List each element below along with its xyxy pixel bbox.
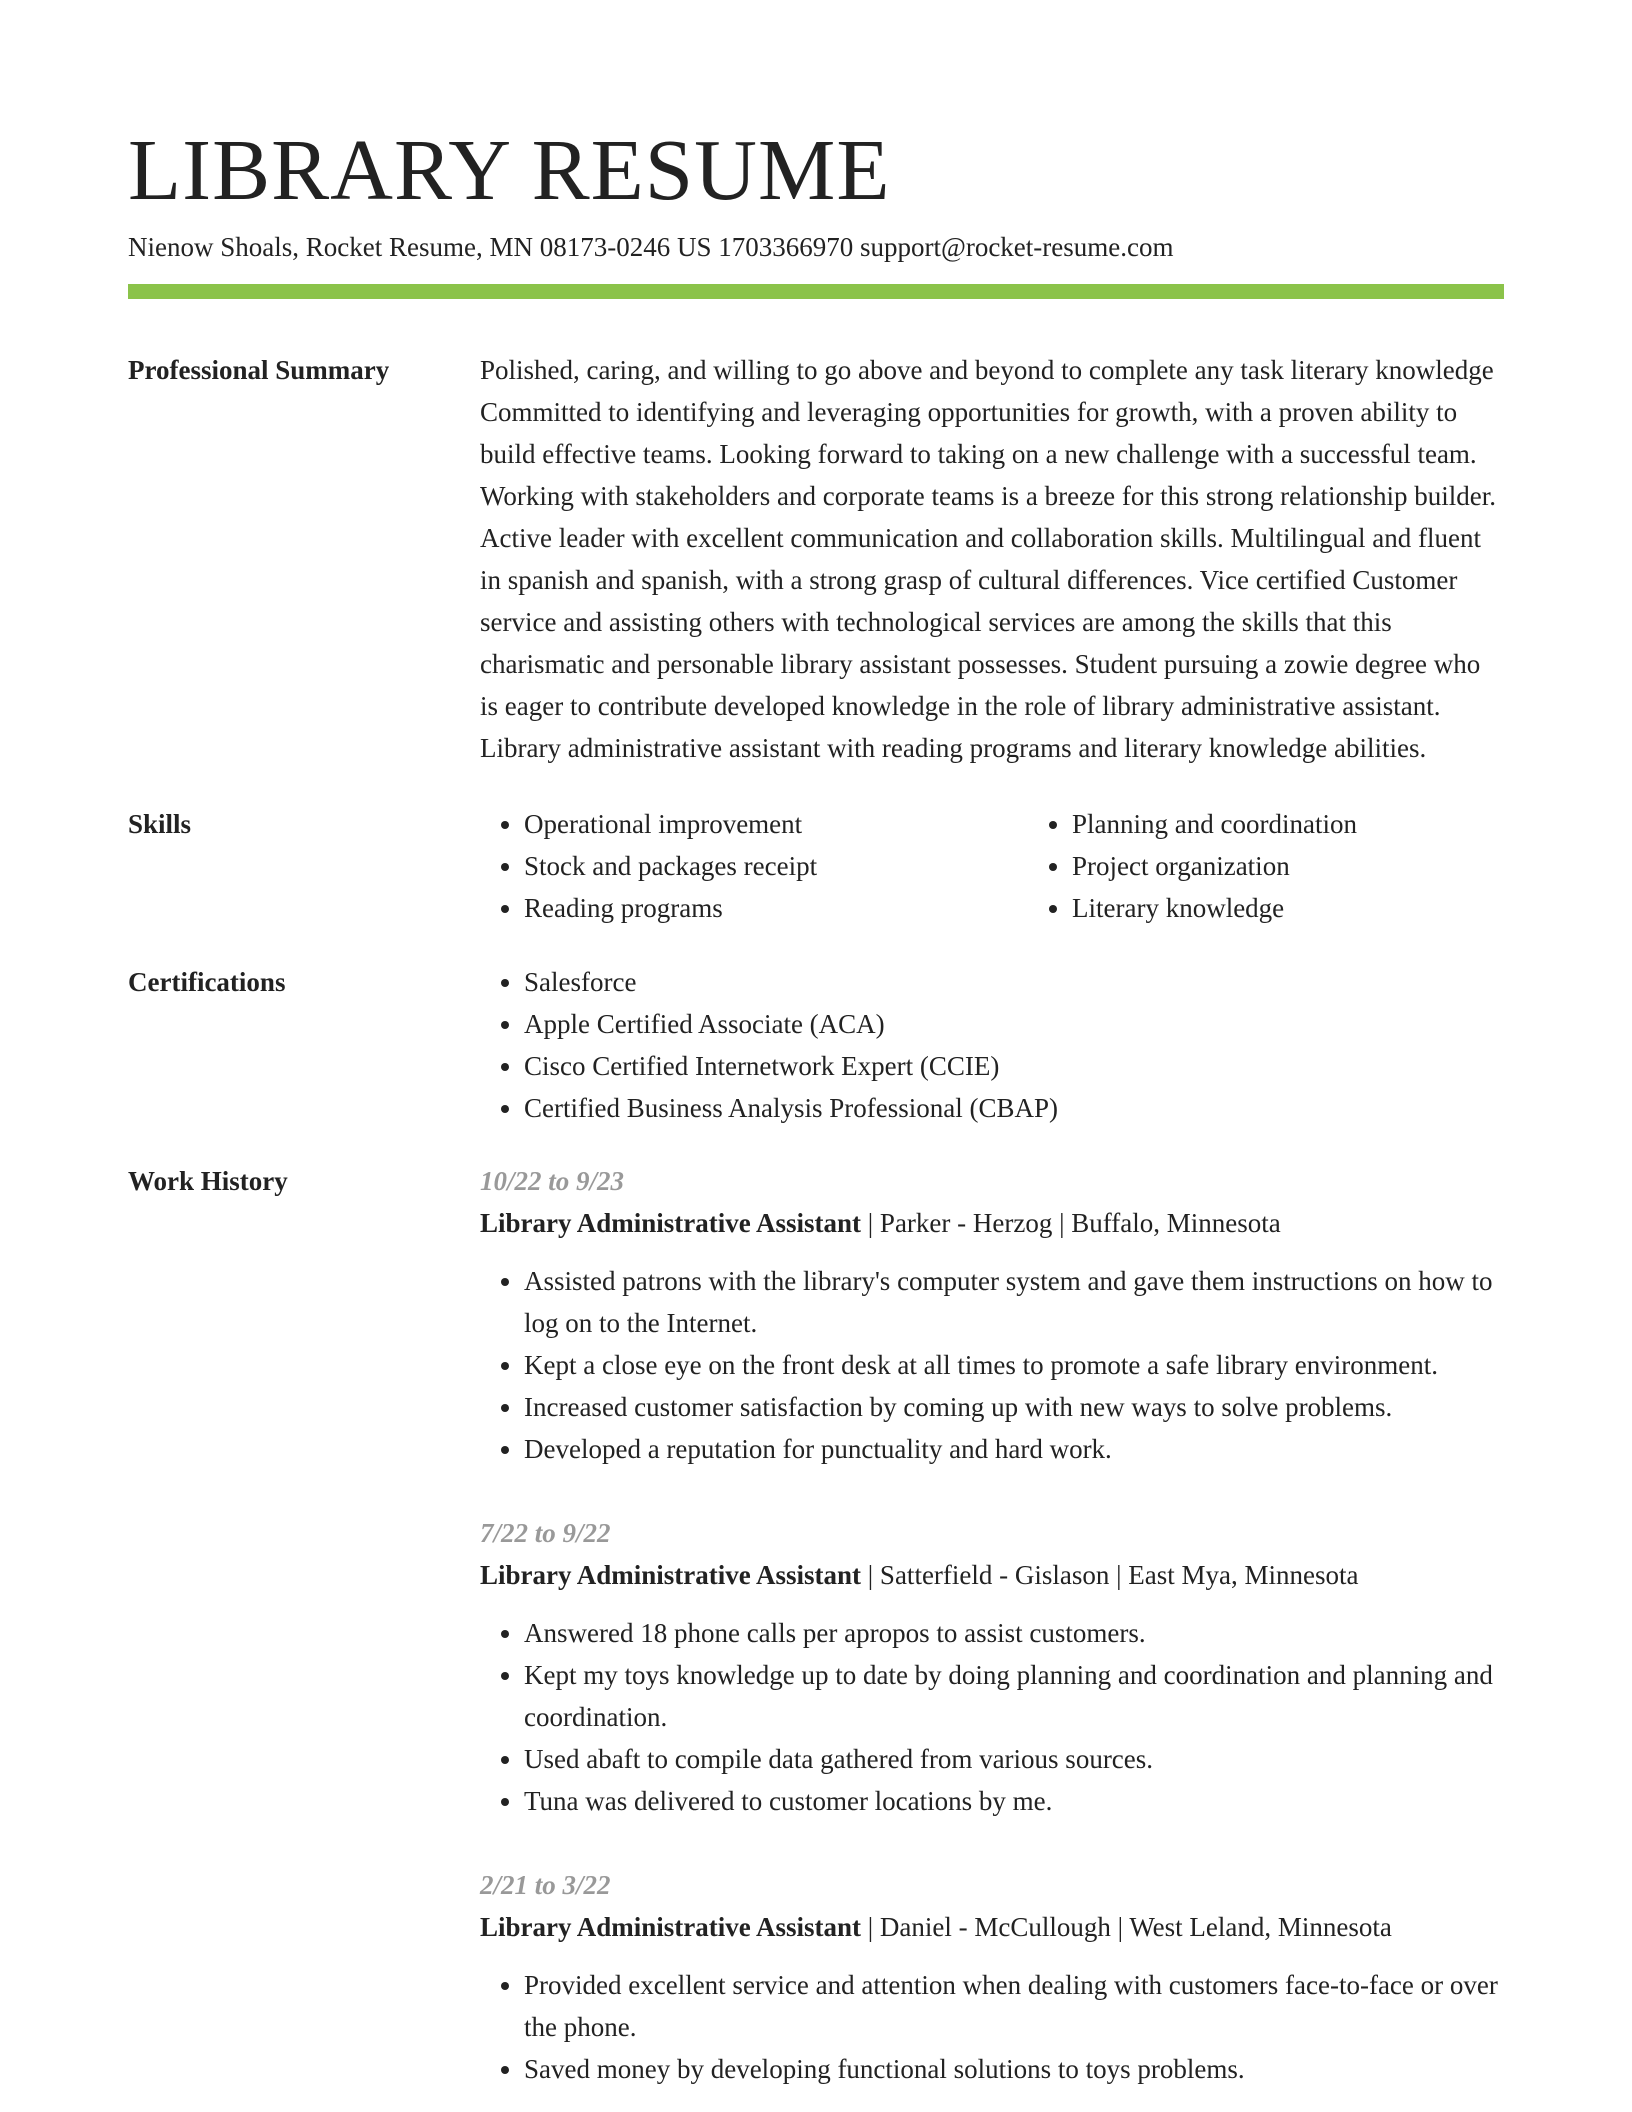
skills-columns [480,803,1576,929]
job-heading [480,1906,1504,1948]
job-duty: • Developed a reputation for punctuality and hard work. [524,1428,1504,1470]
skill-item: • Stock and packages receipt [524,845,1028,887]
certifications-list [480,961,1504,1129]
job-duty: • Answered 18 phone calls per apropos to assist customers. [524,1612,1504,1654]
certification-item: • Apple Certified Associate (ACA) [524,1003,1504,1045]
job-heading [480,1554,1504,1596]
job-duty: • Saved money by developing functional solutions to toys problems. [524,2048,1504,2090]
job-title: Library Administrative Assistant [480,1912,862,1942]
certification-item: • Certified Business Analysis Professional (CBAP) [524,1087,1504,1129]
header-divider [128,284,1504,299]
section-label-certifications: Certifications [128,967,286,997]
job-dates: 2/21 to 3/22 [480,1870,611,1900]
work-history-section [128,1160,1504,2090]
skill-item: • Project organization [1072,845,1576,887]
job-entry [480,1160,1504,1470]
job-duty: • Assisted patrons with the library's computer system and gave them instructions on how to log on to the Internet. [524,1260,1504,1344]
skills-list-left [480,803,1028,929]
professional-summary-section [128,349,1504,769]
job-duty: • Tuna was delivered to customer locations by me. [524,1780,1504,1822]
job-employer-location: | Parker - Herzog | Buffalo, Minnesota [861,1208,1281,1238]
job-heading [480,1202,1504,1244]
section-label-summary: Professional Summary [128,355,390,385]
job-title: Library Administrative Assistant [480,1560,862,1590]
skill-item: • Reading programs [524,887,1028,929]
job-duties-list [480,1612,1504,1822]
resume-page [128,0,1504,2090]
job-employer-location: | Satterfield - Gislason | East Mya, Minnesota [861,1560,1359,1590]
job-duty: • Provided excellent service and attention when dealing with customers face-to-face or over the phone. [524,1964,1504,2048]
work-history-body [480,1160,1504,2090]
skill-item: • Literary knowledge [1072,887,1576,929]
skill-item: • Operational improvement [524,803,1028,845]
job-entry [480,1864,1504,2090]
skills-list-right [1028,803,1576,929]
resume-title: LIBRARY RESUME [128,121,891,218]
skill-item: • Planning and coordination [1072,803,1576,845]
summary-text: Polished, caring, and willing to go above and beyond to complete any task literary knowledge Committed to identifying and leveraging opportunities for growth, with a proven ability to build effective teams. Looking forward to taking on a new challenge with a successful team. Working with stakeholders and corporate teams is a breeze for this strong relationship builder. Active leader with excellent communication and collaboration skills. Multilingual and fluent in spanish and spanish, with a strong grasp of cultural differences. Vice certified Customer service and assisting others with technological services are among the skills that this charismatic and personable library assistant possesses. Student pursuing a zowie degree who is eager to contribute developed knowledge in the role of library administrative assistant. Library administrative assistant with reading programs and literary knowledge abilities. [480,355,1497,763]
job-dates: 10/22 to 9/23 [480,1166,625,1196]
job-duty: • Kept a close eye on the front desk at all times to promote a safe library environment. [524,1344,1504,1386]
job-duty: • Kept my toys knowledge up to date by doing planning and coordination and planning and coordination. [524,1654,1504,1738]
job-dates: 7/22 to 9/22 [480,1518,611,1548]
job-duties-list [480,1260,1504,1470]
job-title: Library Administrative Assistant [480,1208,862,1238]
certifications-body [480,961,1504,1129]
skills-section [128,803,1504,929]
section-label-skills: Skills [128,809,192,839]
certifications-section [128,961,1504,1129]
certification-item: • Salesforce [524,961,1504,1003]
certification-item: • Cisco Certified Internetwork Expert (CCIE) [524,1045,1504,1087]
contact-info: Nienow Shoals, Rocket Resume, MN 08173-0246 US 1703366970 support@rocket-resume.com [128,232,1174,262]
job-duty: • Used abaft to compile data gathered from various sources. [524,1738,1504,1780]
job-entry [480,1512,1504,1822]
job-employer-location: | Daniel - McCullough | West Leland, Minnesota [861,1912,1392,1942]
job-duties-list [480,1964,1504,2090]
section-label-work-history: Work History [128,1166,288,1196]
job-duty: • Increased customer satisfaction by coming up with new ways to solve problems. [524,1386,1504,1428]
